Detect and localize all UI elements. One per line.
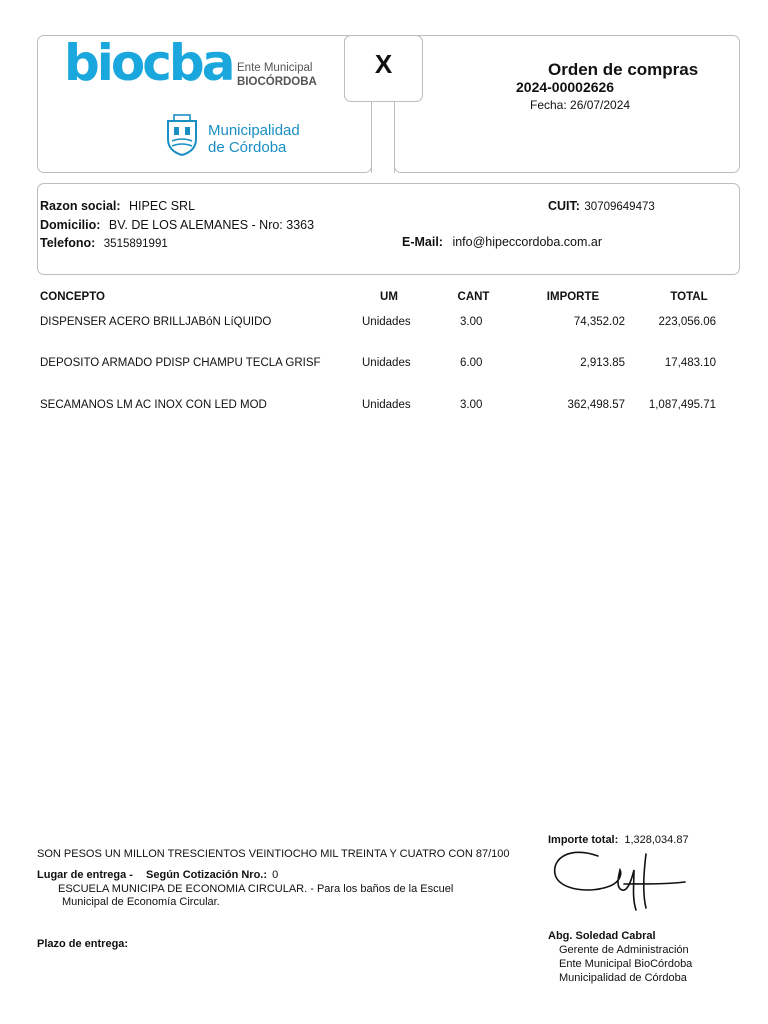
razon-social	[40, 197, 195, 215]
municipal-text	[208, 122, 300, 156]
signer-name: Abg. Soledad Cabral	[548, 930, 656, 942]
row-concepto: SECAMANOS LM AC INOX CON LED MOD	[40, 399, 267, 411]
doc-title: Orden de compras	[548, 60, 699, 79]
razon-label: Razon social:	[40, 199, 121, 213]
cuit-label: CUIT:	[548, 199, 580, 213]
signer-title3: Municipalidad de Córdoba	[559, 972, 687, 984]
row-total: 223,056.06	[658, 316, 716, 328]
lugar-line2: Municipal de Economía Circular.	[62, 896, 220, 908]
municipal-shield-icon	[164, 113, 200, 162]
muni-line2: de Córdoba	[208, 139, 287, 156]
cotizacion-value: 0	[272, 869, 279, 881]
importe-total-value: 1,328,034.87	[624, 834, 689, 846]
col-header-total: TOTAL	[670, 291, 708, 303]
email-label: E-Mail:	[402, 235, 443, 249]
brand-line2: BIOCÓRDOBA	[237, 76, 317, 88]
row-importe: 362,498.57	[567, 399, 625, 411]
row-cant: 3.00	[460, 316, 483, 328]
row-importe: 2,913.85	[580, 357, 625, 369]
col-header-concepto: CONCEPTO	[40, 291, 105, 303]
signer-title1: Gerente de Administración	[559, 944, 689, 956]
email	[402, 233, 602, 251]
cotizacion-label: Según Cotización Nro.:	[146, 869, 268, 881]
cuit	[548, 197, 655, 215]
importe-total	[548, 834, 689, 846]
row-total: 17,483.10	[664, 357, 716, 369]
domicilio	[40, 216, 314, 234]
brand-line1: Ente Municipal	[237, 62, 313, 74]
domicilio-label: Domicilio:	[40, 218, 101, 232]
doc-number: 2024-00002626	[516, 79, 615, 95]
col-header-importe: IMPORTE	[546, 291, 600, 303]
doc-date: Fecha: 26/07/2024	[530, 98, 631, 112]
row-concepto: DEPOSITO ARMADO PDISP CHAMPU TECLA GRISF	[40, 357, 321, 369]
domicilio-value: BV. DE LOS ALEMANES - Nro: 3363	[108, 218, 315, 232]
col-header-um: UM	[380, 291, 398, 303]
signer-block	[548, 929, 692, 985]
plazo-entrega-label: Plazo de entrega:	[37, 938, 129, 950]
email-value: info@hipeccordoba.com.ar	[452, 235, 603, 249]
row-um: Unidades	[362, 399, 411, 411]
biocba-wordmark: biocba	[64, 34, 233, 92]
cuit-value: 30709649473	[584, 201, 655, 213]
telefono	[40, 234, 168, 252]
importe-total-label: Importe total:	[548, 834, 619, 846]
row-um: Unidades	[362, 316, 411, 328]
row-um: Unidades	[362, 357, 411, 369]
col-header-cant: CANT	[457, 291, 490, 303]
muni-line1: Municipalidad	[208, 122, 300, 139]
row-concepto: DISPENSER ACERO BRILLJABóN LíQUIDO	[40, 316, 272, 328]
row-cant: 3.00	[460, 399, 483, 411]
lugar-line1: ESCUELA MUNICIPA DE ECONOMIA CIRCULAR. - Para los baños de la Escuel	[58, 883, 454, 895]
brand-text	[237, 61, 317, 89]
amount-in-words: SON PESOS UN MILLON TRESCIENTOS VEINTIOCHO MIL TREINTA Y CUATRO CON 87/100	[37, 848, 510, 860]
telefono-label: Telefono:	[40, 236, 96, 250]
document-letter: X	[374, 49, 393, 79]
telefono-value: 3515891991	[103, 238, 168, 250]
signer-title2: Ente Municipal BioCórdoba	[559, 958, 693, 970]
biocba-logo	[64, 34, 232, 92]
lugar-entrega	[37, 869, 278, 881]
row-importe: 74,352.02	[573, 316, 625, 328]
signature	[550, 848, 695, 918]
row-cant: 6.00	[460, 357, 483, 369]
lugar-label: Lugar de entrega -	[37, 869, 133, 881]
row-total: 1,087,495.71	[648, 399, 716, 411]
razon-value: HIPEC SRL	[129, 199, 196, 213]
